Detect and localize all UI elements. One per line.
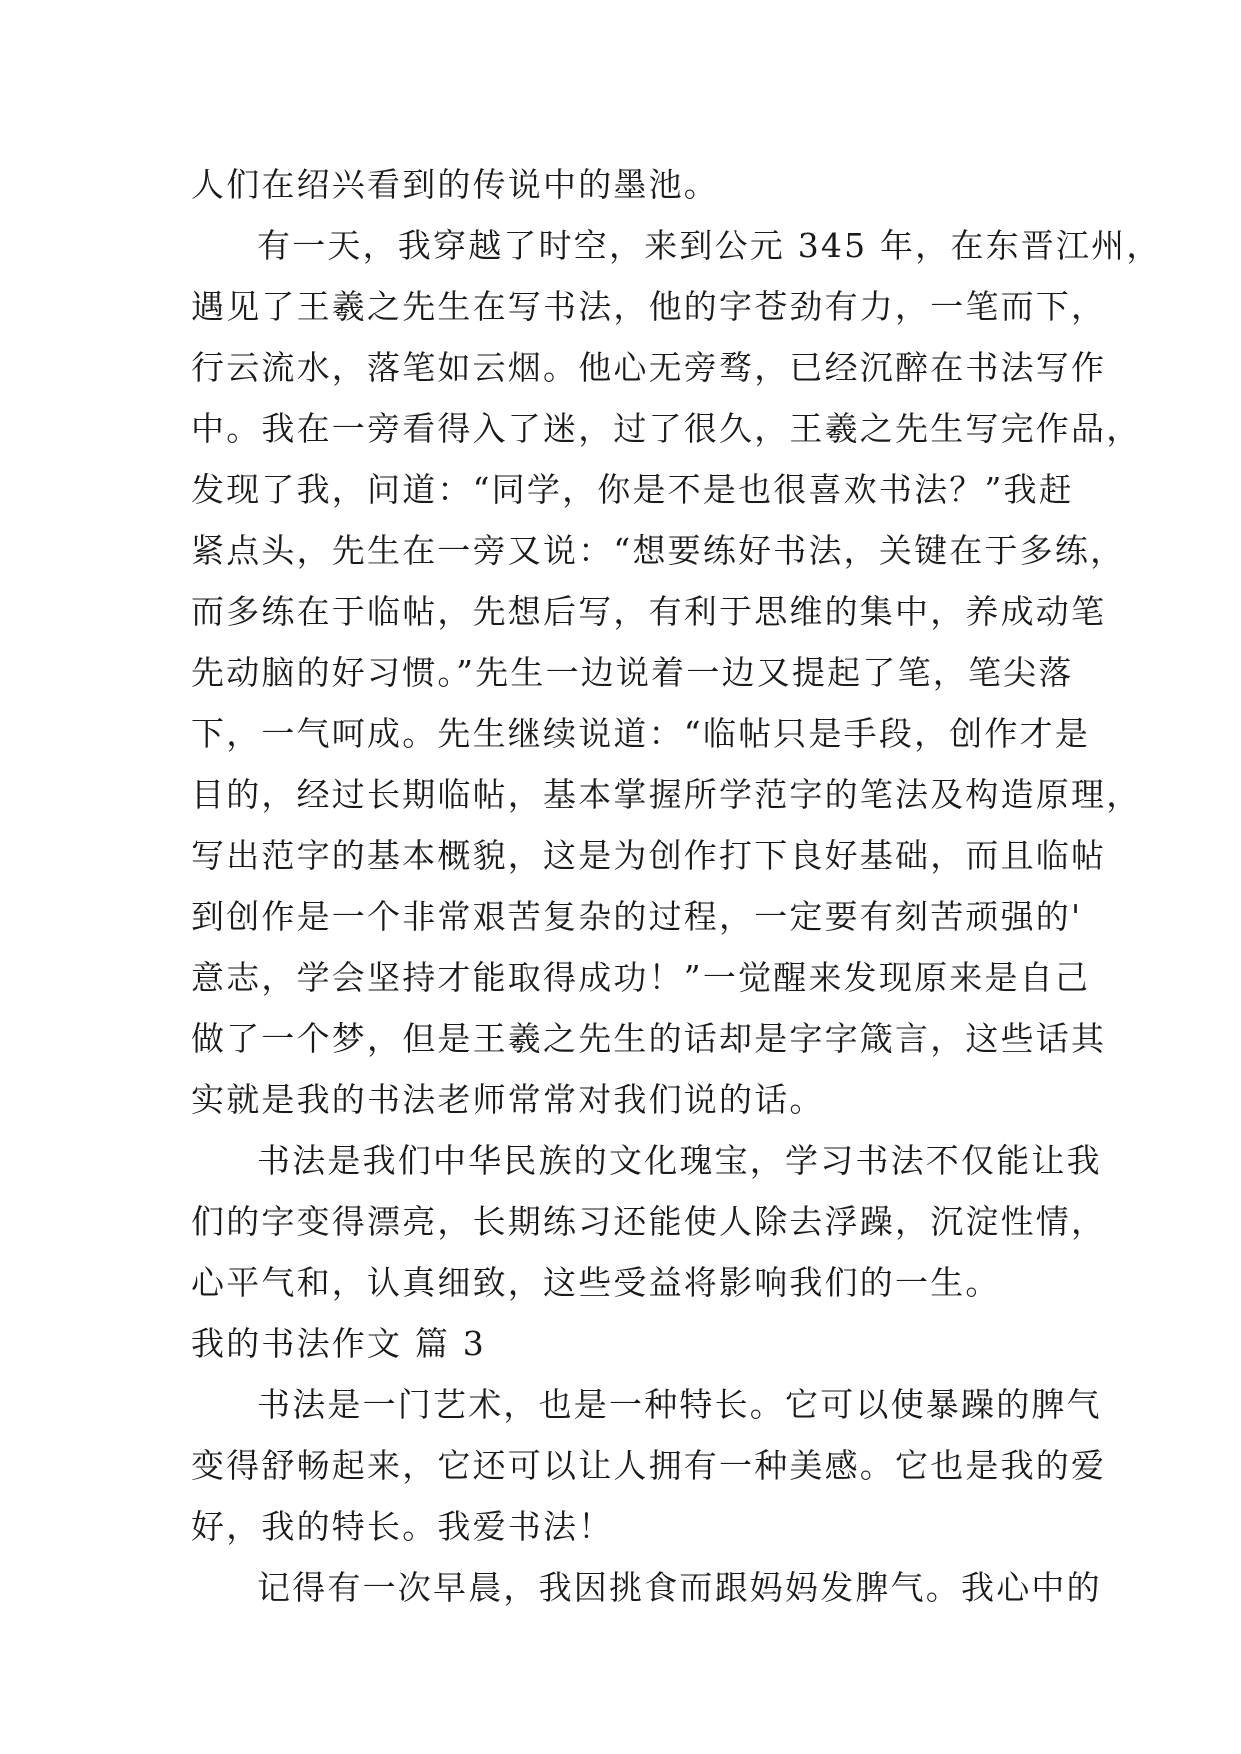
- text-line: 做了一个梦，但是王羲之先生的话却是字字箴言，这些话其: [191, 1019, 1107, 1058]
- text-line: 好，我的特长。我爱书法！: [191, 1507, 614, 1546]
- paragraph-first-line: 有一天，我穿越了时空，来到公元 345 年，在东晋江州，: [257, 226, 1162, 265]
- text-line: 目的，经过长期临帖，基本掌握所学范字的笔法及构造原理，: [191, 775, 1142, 814]
- text-line: 先动脑的好习惯。”先生一边说着一边又提起了笔，笔尖落: [191, 653, 1074, 692]
- paragraph-first-line: 书法是一门艺术，也是一种特长。它可以使暴躁的脾气: [257, 1385, 1102, 1424]
- text-line: 而多练在于临帖，先想后写，有利于思维的集中，养成动笔: [191, 592, 1107, 631]
- paragraph-first-line: 书法是我们中华民族的文化瑰宝，学习书法不仅能让我: [257, 1141, 1102, 1180]
- text-line: 心平气和，认真细致，这些受益将影响我们的一生。: [191, 1263, 1001, 1302]
- text-line: 意志，学会坚持才能取得成功！”一觉醒来发现原来是自己: [191, 958, 1091, 997]
- text-line: 到创作是一个非常艰苦复杂的过程，一定要有刻苦顽强的': [191, 897, 1083, 936]
- text-line: 发现了我，问道：“同学，你是不是也很喜欢书法？”我赶: [191, 470, 1074, 509]
- text-line: 实就是我的书法老师常常对我们说的话。: [191, 1080, 825, 1119]
- paragraph-first-line: 记得有一次早晨，我因挑食而跟妈妈发脾气。我心中的: [257, 1568, 1102, 1607]
- text-line: 行云流水，落笔如云烟。他心无旁骛，已经沉醉在书法写作: [191, 348, 1107, 387]
- text-line: 紧点头，先生在一旁又说：“想要练好书法，关键在于多练，: [191, 531, 1126, 570]
- text-line: 写出范字的基本概貌，这是为创作打下良好基础，而且临帖: [191, 836, 1107, 875]
- section-heading: 我的书法作文 篇 3: [191, 1324, 486, 1363]
- text-line: 变得舒畅起来，它还可以让人拥有一种美感。它也是我的爱: [191, 1446, 1107, 1485]
- text-line: 遇见了王羲之先生在写书法，他的字苍劲有力，一笔而下，: [191, 287, 1107, 326]
- text-line: 中。我在一旁看得入了迷，过了很久，王羲之先生写完作品，: [191, 409, 1142, 448]
- text-line: 人们在绍兴看到的传说中的墨池。: [191, 165, 719, 204]
- text-line: 们的字变得漂亮，长期练习还能使人除去浮躁，沉淀性情，: [191, 1202, 1107, 1241]
- text-line: 下，一气呵成。先生继续说道：“临帖只是手段，创作才是: [191, 714, 1091, 753]
